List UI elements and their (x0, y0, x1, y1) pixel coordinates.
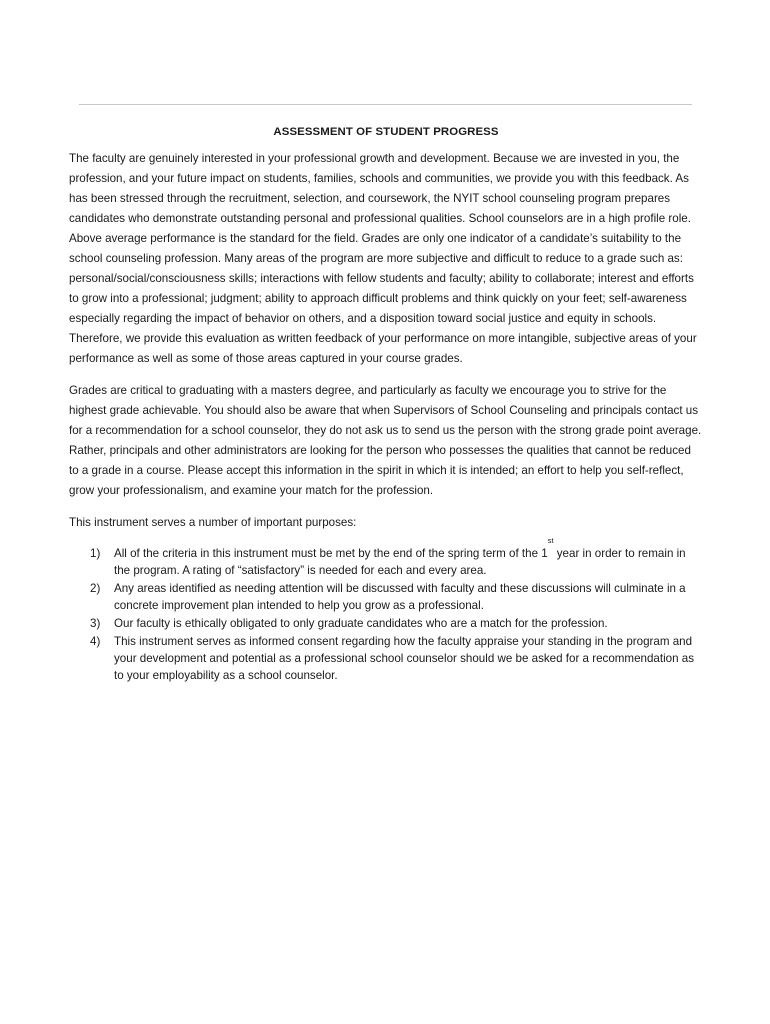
paragraph-grades: Grades are critical to graduating with a masters degree, and particularly as faculty we encourage you to strive for the highest grade achievable. You should also be aware that when Supervisors of School Counseling and principals contact us for a recommendation for a school counselor, they do not ask us to send us the person with the strong grade point average. Rather, principals and other administrators are looking for the person who possesses the qualities that cannot be reduced to a grade in a course. Please accept this information in the spirit in which it is intended; an effort to help you self-reflect, grow your professionalism, and examine your match for the profession. (69, 384, 702, 497)
document-title: ASSESSMENT OF STUDENT PROGRESS (273, 126, 499, 138)
list-item-text: All of the criteria in this instrument must be met by the end of the spring term of the 1st year in order to remain in the program. A rating of “satisfactory” is needed for each and every area. (114, 536, 686, 577)
list-item (69, 615, 703, 632)
purposes-intro: This instrument serves a number of important purposes: (69, 516, 357, 529)
list-item (69, 633, 703, 684)
list-item-text: Our faculty is ethically obligated to only graduate candidates who are a match for the profession. (114, 617, 608, 630)
list-item (69, 536, 703, 579)
list-item-number: 4) (90, 635, 101, 648)
list-item-text: Any areas identified as needing attention will be discussed with faculty and these discussions will culminate in a concrete improvement plan intended to help you grow as a professional. (114, 582, 686, 612)
document-body (69, 124, 703, 685)
ordinal-suffix: st (547, 536, 554, 545)
paragraph-faculty-interest: The faculty are genuinely interested in your professional growth and development. Because we are invested in you, the profession, and your future impact on students, families, schools and communities, we provide you with this feedback. As has been stressed through the recruitment, selection, and coursework, the NYIT school counseling program prepares candidates who demonstrate outstanding personal and professional qualities. School counselors are in a high profile role. Above average performance is the standard for the field. Grades are only one indicator of a candidate’s suitability to the school counseling profession. Many areas of the program are more subjective and difficult to reduce to a grade such as: personal/social/consciousness skills; interactions with fellow students and faculty; ability to collaborate; interest and efforts to grow into a professional; judgment; ability to approach difficult problems and think quickly on your feet; self-awareness especially regarding the impact of behavior on others, and a disposition toward social justice and equity in schools. Therefore, we provide this evaluation as written feedback of your performance on more intangible, subjective areas of your performance as well as some of those areas captured in your course grades. (69, 152, 697, 365)
list-item-text: This instrument serves as informed consent regarding how the faculty appraise your standing in the program and your development and potential as a professional school counselor should we be asked for a recommendation as to your employability as a school counselor. (114, 635, 695, 682)
list-item-number: 1) (90, 547, 101, 560)
purposes-list (69, 536, 703, 684)
list-item-number: 3) (90, 617, 101, 630)
list-item-number: 2) (90, 582, 101, 595)
header-divider (79, 104, 692, 105)
list-item (69, 580, 703, 614)
